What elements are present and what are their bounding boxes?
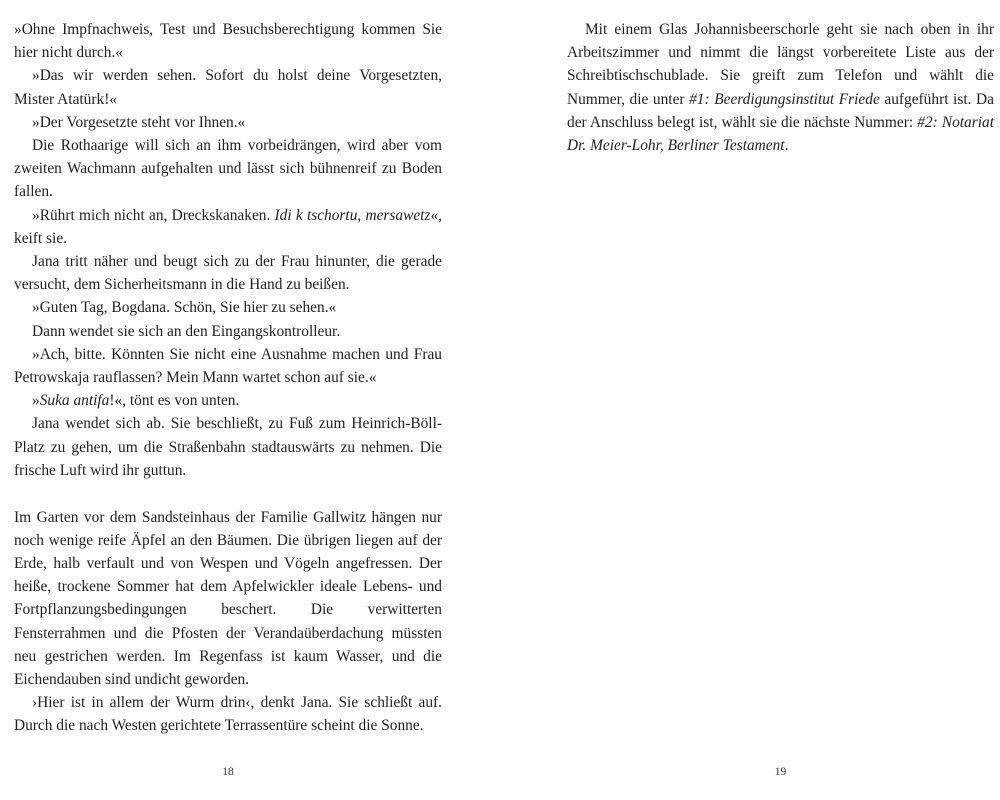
paragraph: Die Rothaarige will sich an ihm vorbeidrängen, wird aber vom zweiten Wachmann aufgehalten und lässt sich bühnenreif zu Boden fallen.	[14, 137, 442, 201]
page-number: 19	[774, 766, 787, 778]
paragraph: Mit einem Glas Johannisbeerschorle geht sie nach oben in ihr Arbeitszimmer und nimmt die längst vorbereitete Liste aus der Schreibtischschublade. Sie greift zum Telefon und wählt die Nummer, die unter #1: Beerdigungsinstitut Friede aufgeführt ist. Da der Anschluss belegt ist, wählt sie die nächste Nummer: #2: Notariat Dr. Meier-Lohr, Berliner Testament.	[567, 21, 994, 155]
paragraph: »Rührt mich nicht an, Dreckskanaken. Idi k tschortu, mersawetz«, keift sie.	[14, 206, 442, 247]
italic-phrase: Suka antifa	[39, 392, 110, 410]
italic-phrase: #1: Beerdigungsinstitut Friede	[689, 90, 880, 108]
paragraph: »Das wir werden sehen. Sofort du holst deine Vorgesetzten, Mister Atatürk!«	[14, 67, 442, 108]
paragraph: »Der Vorgesetzte steht vor Ihnen.«	[32, 113, 246, 131]
left-page	[14, 0, 442, 800]
right-page-text	[567, 18, 994, 157]
paragraph: Dann wendet sie sich an den Eingangskontrolleur.	[32, 322, 341, 340]
page-number: 18	[222, 766, 234, 778]
paragraph: Jana wendet sich ab. Sie beschließt, zu Fuß zum Heinrich-Böll-Platz zu gehen, um die Straßenbahn stadtauswärts zu nehmen. Die frische Luft wird ihr guttun.	[14, 415, 442, 479]
paragraph: »Ach, bitte. Könnten Sie nicht eine Ausnahme machen und Frau Petrowskaja rauflassen? Mein Mann wartet schon auf sie.«	[14, 345, 442, 387]
italic-phrase: Idi k tschortu, mersawetz	[274, 206, 431, 224]
paragraph: »Ohne Impfnachweis, Test und Besuchsberechtigung kommen Sie hier nicht durch.«	[14, 21, 442, 62]
italic-phrase: #2: Notariat Dr. Meier-Lohr, Berliner Testament	[567, 113, 994, 155]
paragraph: Jana tritt näher und beugt sich zu der Frau hinunter, die gerade versucht, dem Sicherheitsmann in die Hand zu beißen.	[14, 253, 442, 294]
right-page	[567, 0, 994, 800]
paragraph: ›Hier ist in allem der Wurm drin‹, denkt Jana. Sie schließt auf. Durch die nach Westen gerichtete Terrassentüre scheint die Sonne.	[14, 694, 442, 735]
paragraph: »Guten Tag, Bogdana. Schön, Sie hier zu sehen.«	[32, 299, 337, 317]
paragraph: Im Garten vor dem Sandsteinhaus der Familie Gallwitz hängen nur noch wenige reife Äpfel an den Bäumen. Die übrigen liegen auf der Erde, halb verfault und von Wespen und Vögeln angefressen. Der heiße, trockene Sommer hat dem Apfelwickler ideale Lebens- und Fortpflanzungsbedingungen beschert. Die verwitterten Fensterrahmen und die Pfosten der Verandaüberdachung müssten neu gestrichen werden. Im Regenfass ist kaum Wasser, und die Eichendauben sind undicht geworden.	[14, 508, 442, 688]
left-page-text	[14, 18, 442, 738]
paragraph: »Suka antifa!«, tönt es von unten.	[32, 392, 240, 410]
section-break	[14, 482, 442, 506]
